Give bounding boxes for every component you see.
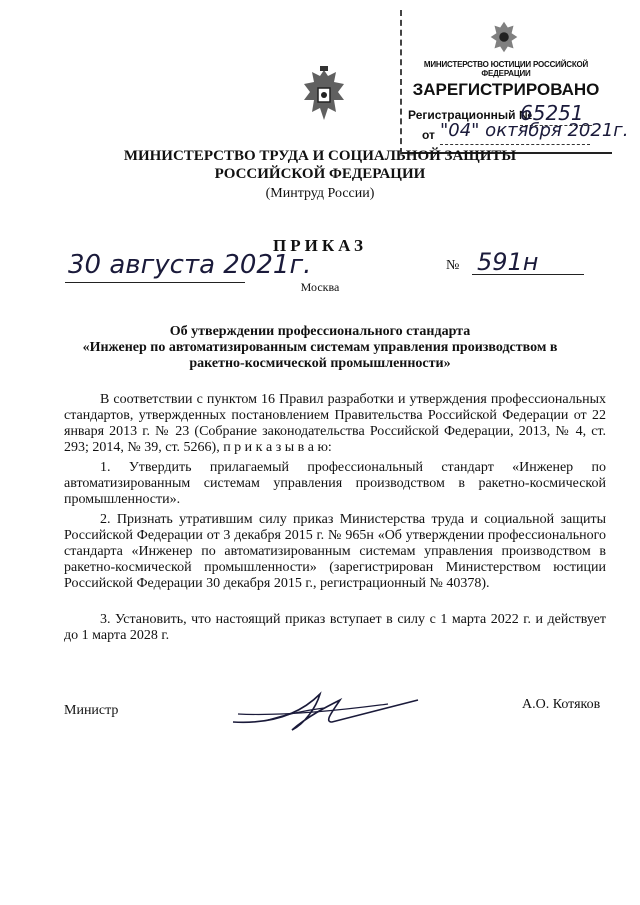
stamp-reg-number: 65251 — [520, 101, 584, 125]
stamp-date-label: от — [422, 128, 435, 142]
stamp-ministry-name: МИНИСТЕРСТВО ЮСТИЦИИ РОССИЙСКОЙ ФЕДЕРАЦИИ — [423, 60, 589, 78]
signer-title: Министр — [64, 703, 119, 718]
paragraph-preamble: В соответствии с пунктом 16 Правил разработки и утверждения профессиональных стандартов, утвержденных постановлением Правительства Российской Федерации от 22 января 2013 г. № 23 (Собрание законодательства Российской Федерации, 2013, № 4, ст. 293; 2014, № 39, ст. 5266), п р и к а з ы в а ю: — [64, 392, 606, 455]
ministry-short-name: (Минтруд России) — [265, 186, 375, 201]
order-title — [0, 324, 640, 372]
signer-name: А.О. Котяков — [522, 697, 601, 712]
stamp-date-value: "04" октября 2021г. — [440, 120, 629, 141]
coat-of-arms-icon — [298, 66, 350, 124]
order-number-underline — [472, 274, 584, 275]
stamp-registered-label: ЗАРЕГИСТРИРОВАНО — [412, 80, 600, 99]
paragraph-item-1: 1. Утвердить прилагаемый профессиональный стандарт «Инженер по автоматизированным системам управления производством в ракетно-космической промышленности». — [64, 460, 606, 507]
document-type: ПРИКАЗ — [273, 236, 367, 255]
order-title-line3: ракетно-космической промышленности» — [189, 356, 451, 371]
handwritten-signature — [228, 686, 423, 736]
order-date-handwritten: 30 августа 2021г. — [68, 250, 312, 280]
order-number-label: № — [446, 258, 460, 273]
stamp-date-underline — [440, 144, 590, 146]
stamp-coat-of-arms-icon — [485, 18, 523, 56]
ministry-name-line1: МИНИСТЕРСТВО ТРУДА И СОЦИАЛЬНОЙ ЗАЩИТЫ — [123, 148, 517, 164]
city: Москва — [300, 280, 340, 294]
paragraph-item-2: 2. Признать утратившим силу приказ Министерства труда и социальной защиты Российской Федерации от 3 декабря 2015 г. № 965н «Об утверждении профессионального стандарта «Инженер по автоматизированным системам управления производством в ракетно-космической промышленности» (зарегистрирован Министерством юстиции Российской Федерации 30 декабря 2015 г., регистрационный № 40378). — [64, 512, 606, 591]
order-title-line1: Об утверждении профессионального стандарта — [169, 324, 471, 339]
paragraph-item-3: 3. Установить, что настоящий приказ вступает в силу с 1 марта 2022 г. и действует до 1 марта 2028 г. — [64, 612, 606, 643]
stamp-reg-label: Регистрационный № — [408, 108, 533, 122]
ministry-name-line2: РОССИЙСКОЙ ФЕДЕРАЦИИ — [214, 166, 426, 182]
order-number-handwritten: 591н — [477, 248, 539, 276]
order-title-line2: «Инженер по автоматизированным системам управления производством в — [82, 340, 558, 355]
